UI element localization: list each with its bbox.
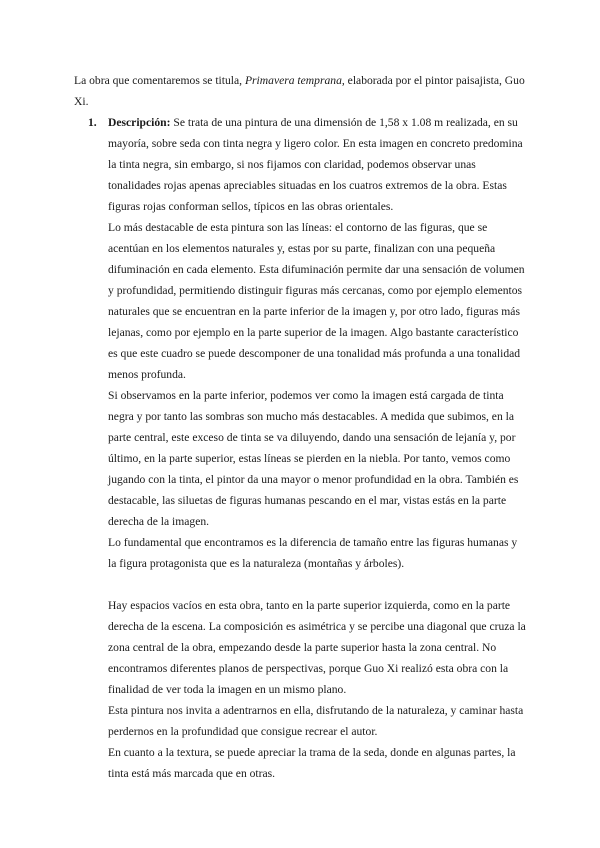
- artwork-title: Primavera temprana,: [244, 74, 345, 87]
- description-paragraph-3: Si observamos en la parte inferior, podemos ver como la imagen está cargada de tinta negra y por tanto las sombras son mucho más destacables. A medida que subimos, en la parte central, este exceso de tinta se va diluyendo, dando una sensación de lejanía y, por último, en la parte superior, estas líneas se pierden en la niebla. Por tanto, vemos como jugando con la tinta, el pintor da una mayor o menor profundidad en la obra. También es destacable, las siluetas de figuras humanas pescando en el mar, vistas estás en la parte derecha de la imagen.: [108, 389, 519, 528]
- paragraph-gap: [108, 574, 528, 595]
- intro-text-after-title: elaborada por el pintor paisajista, Guo Xi.: [74, 74, 525, 108]
- description-paragraph-7: En cuanto a la textura, se puede apreciar la trama de la seda, donde en algunas partes, la tinta está más marcada que en otras.: [108, 746, 516, 780]
- description-paragraph-1: [108, 112, 528, 217]
- description-term: Descripción:: [108, 116, 171, 129]
- intro-text-before-title: La obra que comentaremos se titula,: [74, 74, 245, 87]
- description-paragraph-6: Esta pintura nos invita a adentrarnos en ella, disfrutando de la naturaleza, y caminar hasta perdernos en la profundidad que consigue recrear el autor.: [108, 704, 524, 738]
- description-paragraph-5: Hay espacios vacíos en esta obra, tanto en la parte superior izquierda, como en la parte derecha de la escena. La composición es asimétrica y se percibe una diagonal que cruza la zona central de la obra, empezando desde la parte superior hasta la zona central. No encontramos diferentes planos de perspectivas, porque Guo Xi realizó esta obra con la finalidad de ver toda la imagen en un mismo plano.: [108, 599, 526, 696]
- description-paragraph-2: Lo más destacable de esta pintura son las líneas: el contorno de las figuras, que se acentúan en los elementos naturales y, estas por su parte, finalizan con una pequeña difuminación en cada elemento. Esta difuminación permite dar una sensación de volumen y profundidad, permitiendo distinguir figuras más cercanas, como por ejemplo elementos naturales que se encuentran en la parte inferior de la imagen y, por otro lado, figuras más lejanas, como por ejemplo en la parte superior de la imagen. Algo bastante característico es que este cuadro se puede descomponer de una tonalidad más profunda a una tonalidad menos profunda.: [108, 221, 525, 381]
- list-number: 1.: [88, 116, 97, 129]
- list-item-description: [108, 112, 528, 784]
- description-text-1: Se trata de una pintura de una dimensión de 1,58 x 1.08 m realizada, en su mayoría, sobre seda con tinta negra y ligero color. En esta imagen en concreto predomina la tinta negra, sin embargo, si nos fijamos con claridad, podemos observar unas tonalidades rojas apenas apreciables situadas en los cuatros extremos de la obra. Estas figuras rojas conforman sellos, típicos en las obras orientales.: [108, 116, 523, 213]
- intro-paragraph: [74, 70, 536, 112]
- description-paragraph-4: Lo fundamental que encontramos es la diferencia de tamaño entre las figuras humanas y la figura protagonista que es la naturaleza (montañas y árboles).: [108, 536, 518, 570]
